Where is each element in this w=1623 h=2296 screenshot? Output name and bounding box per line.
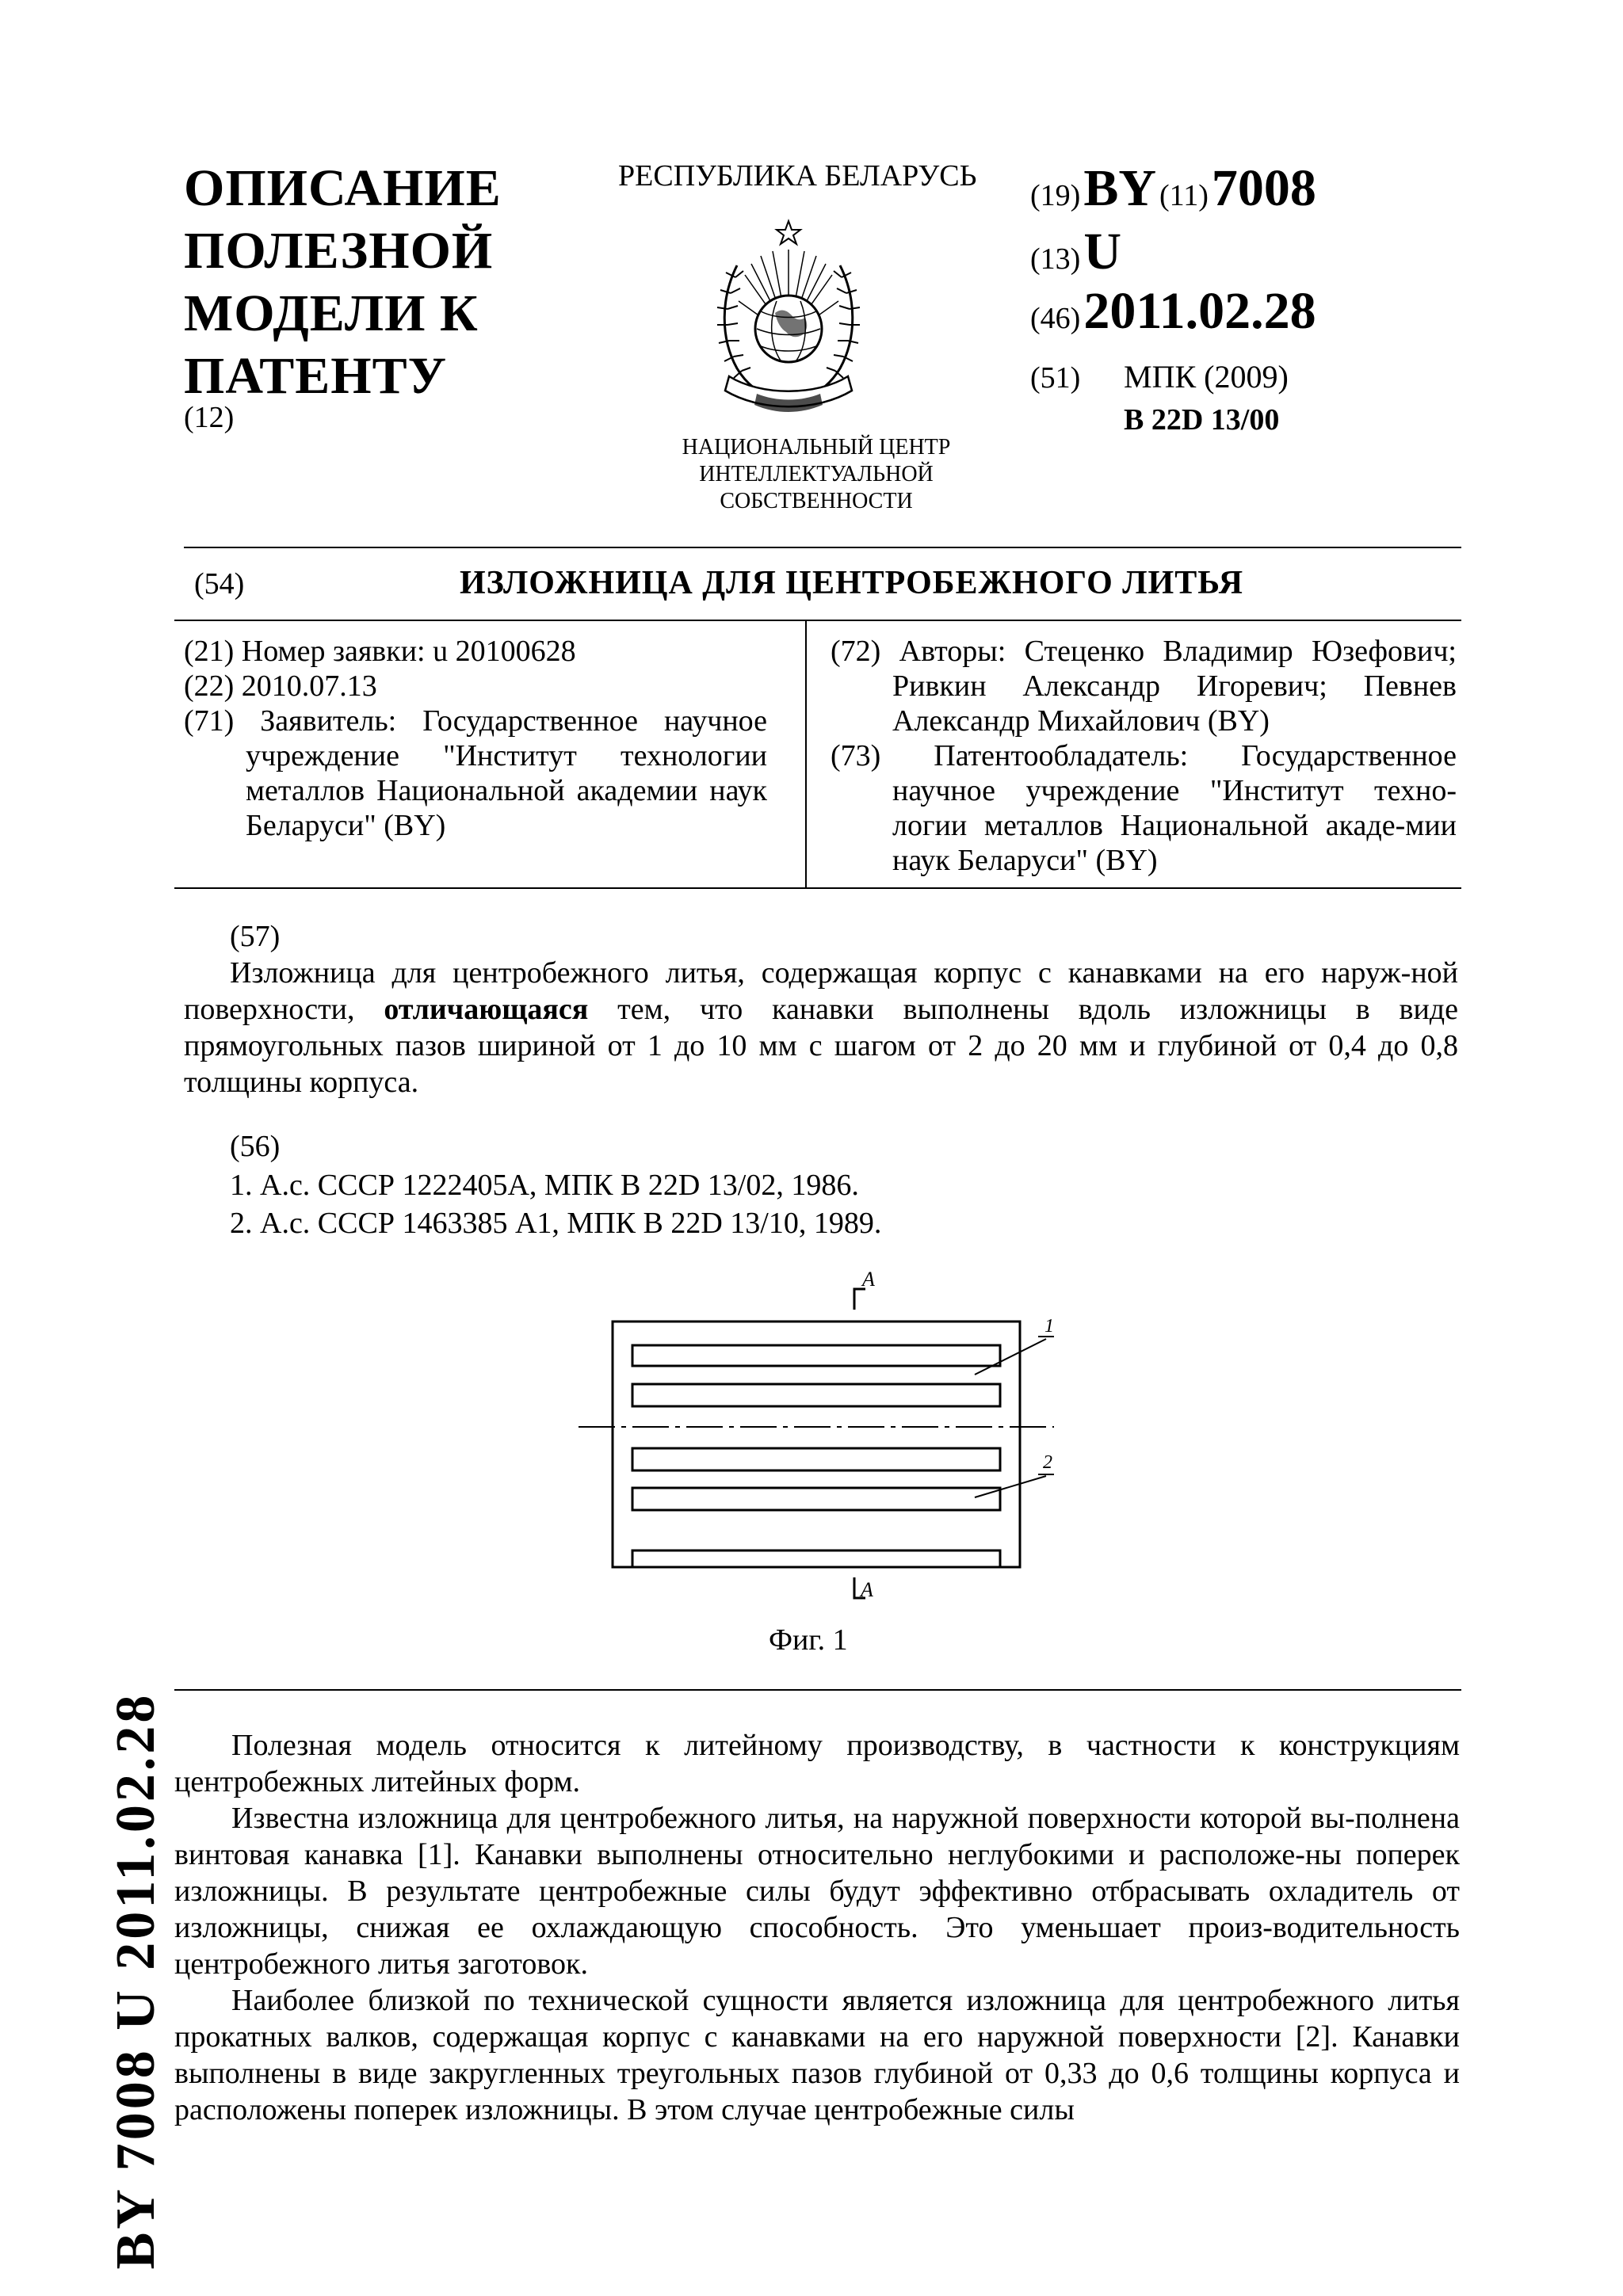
kind-code: U	[1083, 223, 1121, 280]
national-center-line: НАЦИОНАЛЬНЫЙ ЦЕНТР	[682, 435, 951, 460]
filing-date: (22) 2010.07.13	[184, 669, 377, 703]
section-letter-bottom: А	[861, 1578, 873, 1601]
claim-text-after: тем, что канавки выполнены вдоль изложницы в виде прямоугольных пазов шириной от 1 до 10 мм с шагом от 2 до 20 мм и глубиной от 0,4 до 0,8 толщины корпуса.	[184, 993, 1458, 1099]
publication-date: 2011.02.28	[1083, 282, 1316, 340]
patent-holder: (73) Патентообладатель: Государственное научное учреждение "Институт техно-логии металлов Национальной акаде-мии наук Беларуси" (BY)	[831, 739, 1457, 877]
ipc-row	[1030, 358, 1289, 395]
mold-body-outline	[613, 1322, 1020, 1567]
document-title-line: ПОЛЕЗНОЙ	[184, 222, 494, 280]
code-13: (13)	[1030, 242, 1081, 276]
document-title-line: ОПИСАНИЕ	[184, 159, 502, 217]
description-paragraph: Известна изложница для центробежного литья, на наружной поверхности которой вы-полнена винтовая канавка [1]. Канавки выполнены относительно неглубокими и расположе-ны поперек изложницы. В результате центробежные силы будут эффективно отбрасывать охладитель от изложницы, снижая ее охлаждающую способность. Это уменьшает произ-водительность центробежного литья заготовок.	[174, 1802, 1460, 1981]
longitudinal-grooves	[632, 1345, 1000, 1567]
title-top-rule	[184, 547, 1461, 548]
code-46: (46)	[1030, 302, 1081, 335]
reference-item: 1. А.с. СССР 1222405А, МПК B 22D 13/02, 1986.	[230, 1169, 859, 1202]
right-bib-column	[831, 634, 1457, 878]
figure-caption: Фиг. 1	[769, 1623, 848, 1657]
leader-2	[975, 1452, 1054, 1497]
left-bib-column	[184, 634, 767, 843]
utility-model-title: ИЗЛОЖНИЦА ДЛЯ ЦЕНТРОБЕЖНОГО ЛИТЬЯ	[460, 565, 1244, 601]
code-11: (11)	[1159, 179, 1209, 212]
claim-text	[184, 955, 1458, 1100]
republic-name: РЕСПУБЛИКА БЕЛАРУСЬ	[618, 159, 977, 193]
figure-1-drawing	[571, 1264, 1062, 1604]
kind-code-row	[1030, 222, 1121, 282]
column-divider	[805, 621, 807, 887]
part-label-2: 2	[1043, 1452, 1052, 1473]
groove	[632, 1384, 1000, 1406]
country-code: BY	[1083, 159, 1156, 217]
groove	[632, 1345, 1000, 1366]
national-center-line: ИНТЕЛЛЕКТУАЛЬНОЙ	[699, 462, 934, 486]
bib-bottom-rule	[174, 887, 1461, 889]
groove	[632, 1550, 1000, 1567]
claim-emphasis: отличающаяся	[384, 993, 589, 1026]
description-paragraph: Наиболее близкой по технической сущности является изложница для центробежного литья прокатных валков, содержащая корпус с канавками на его наружной поверхности [2]. Канавки выполнены в виде закругленных треугольных пазов глубиной от 0,33 до 0,6 толщины корпуса и расположены поперек изложницы. В этом случае центробежные силы	[174, 1984, 1460, 2126]
part-label-1: 1	[1044, 1316, 1054, 1337]
side-document-stamp: BY 7008 U 2011.02.28	[105, 1691, 166, 2270]
patent-number: 7008	[1211, 159, 1316, 217]
groove	[632, 1488, 1000, 1510]
code-19: (19)	[1030, 179, 1081, 212]
figure-bottom-rule	[174, 1689, 1461, 1691]
applicant: (71) Заявитель: Государственное научное учреждение "Институт технологии металлов Национальной академии наук Беларуси" (BY)	[184, 704, 767, 842]
code-56: (56)	[230, 1130, 281, 1163]
title-bottom-rule	[174, 620, 1461, 621]
authors: (72) Авторы: Стеценко Владимир Юзефович; Ривкин Александр Игоревич; Певнев Александр Михайлович (BY)	[831, 635, 1457, 738]
document-type-code: (12)	[184, 401, 235, 434]
groove	[632, 1448, 1000, 1470]
claim-text-before: Изложница для центробежного литья, содержащая корпус с канавками на его наруж-ной поверхности,	[184, 956, 1458, 1026]
section-mark-top	[854, 1268, 875, 1310]
national-center-line: СОБСТВЕННОСТИ	[720, 489, 913, 513]
national-center-name	[634, 434, 999, 515]
code-51: (51)	[1030, 361, 1081, 395]
description-paragraph: Полезная модель относится к литейному производству, в частности к конструкциям центробежных литейных форм.	[174, 1729, 1460, 1798]
document-title-line: МОДЕЛИ К	[184, 284, 479, 342]
document-title-line: ПАТЕНТУ	[184, 347, 448, 405]
code-57: (57)	[230, 920, 281, 953]
belarus-coat-of-arms-icon	[713, 218, 864, 420]
application-number: (21) Номер заявки: u 20100628	[184, 635, 576, 668]
ipc-edition: МПК (2009)	[1124, 359, 1289, 395]
publication-date-row	[1030, 281, 1316, 341]
reference-item: 2. А.с. СССР 1463385 А1, МПК B 22D 13/10, 1989.	[230, 1207, 882, 1240]
document-title	[184, 157, 596, 407]
description-body	[174, 1727, 1460, 2128]
section-letter-top: А	[862, 1268, 875, 1291]
ipc-class: B 22D 13/00	[1124, 403, 1280, 437]
section-mark-bottom	[854, 1577, 873, 1601]
country-and-number	[1030, 158, 1316, 219]
code-54: (54)	[194, 567, 245, 601]
